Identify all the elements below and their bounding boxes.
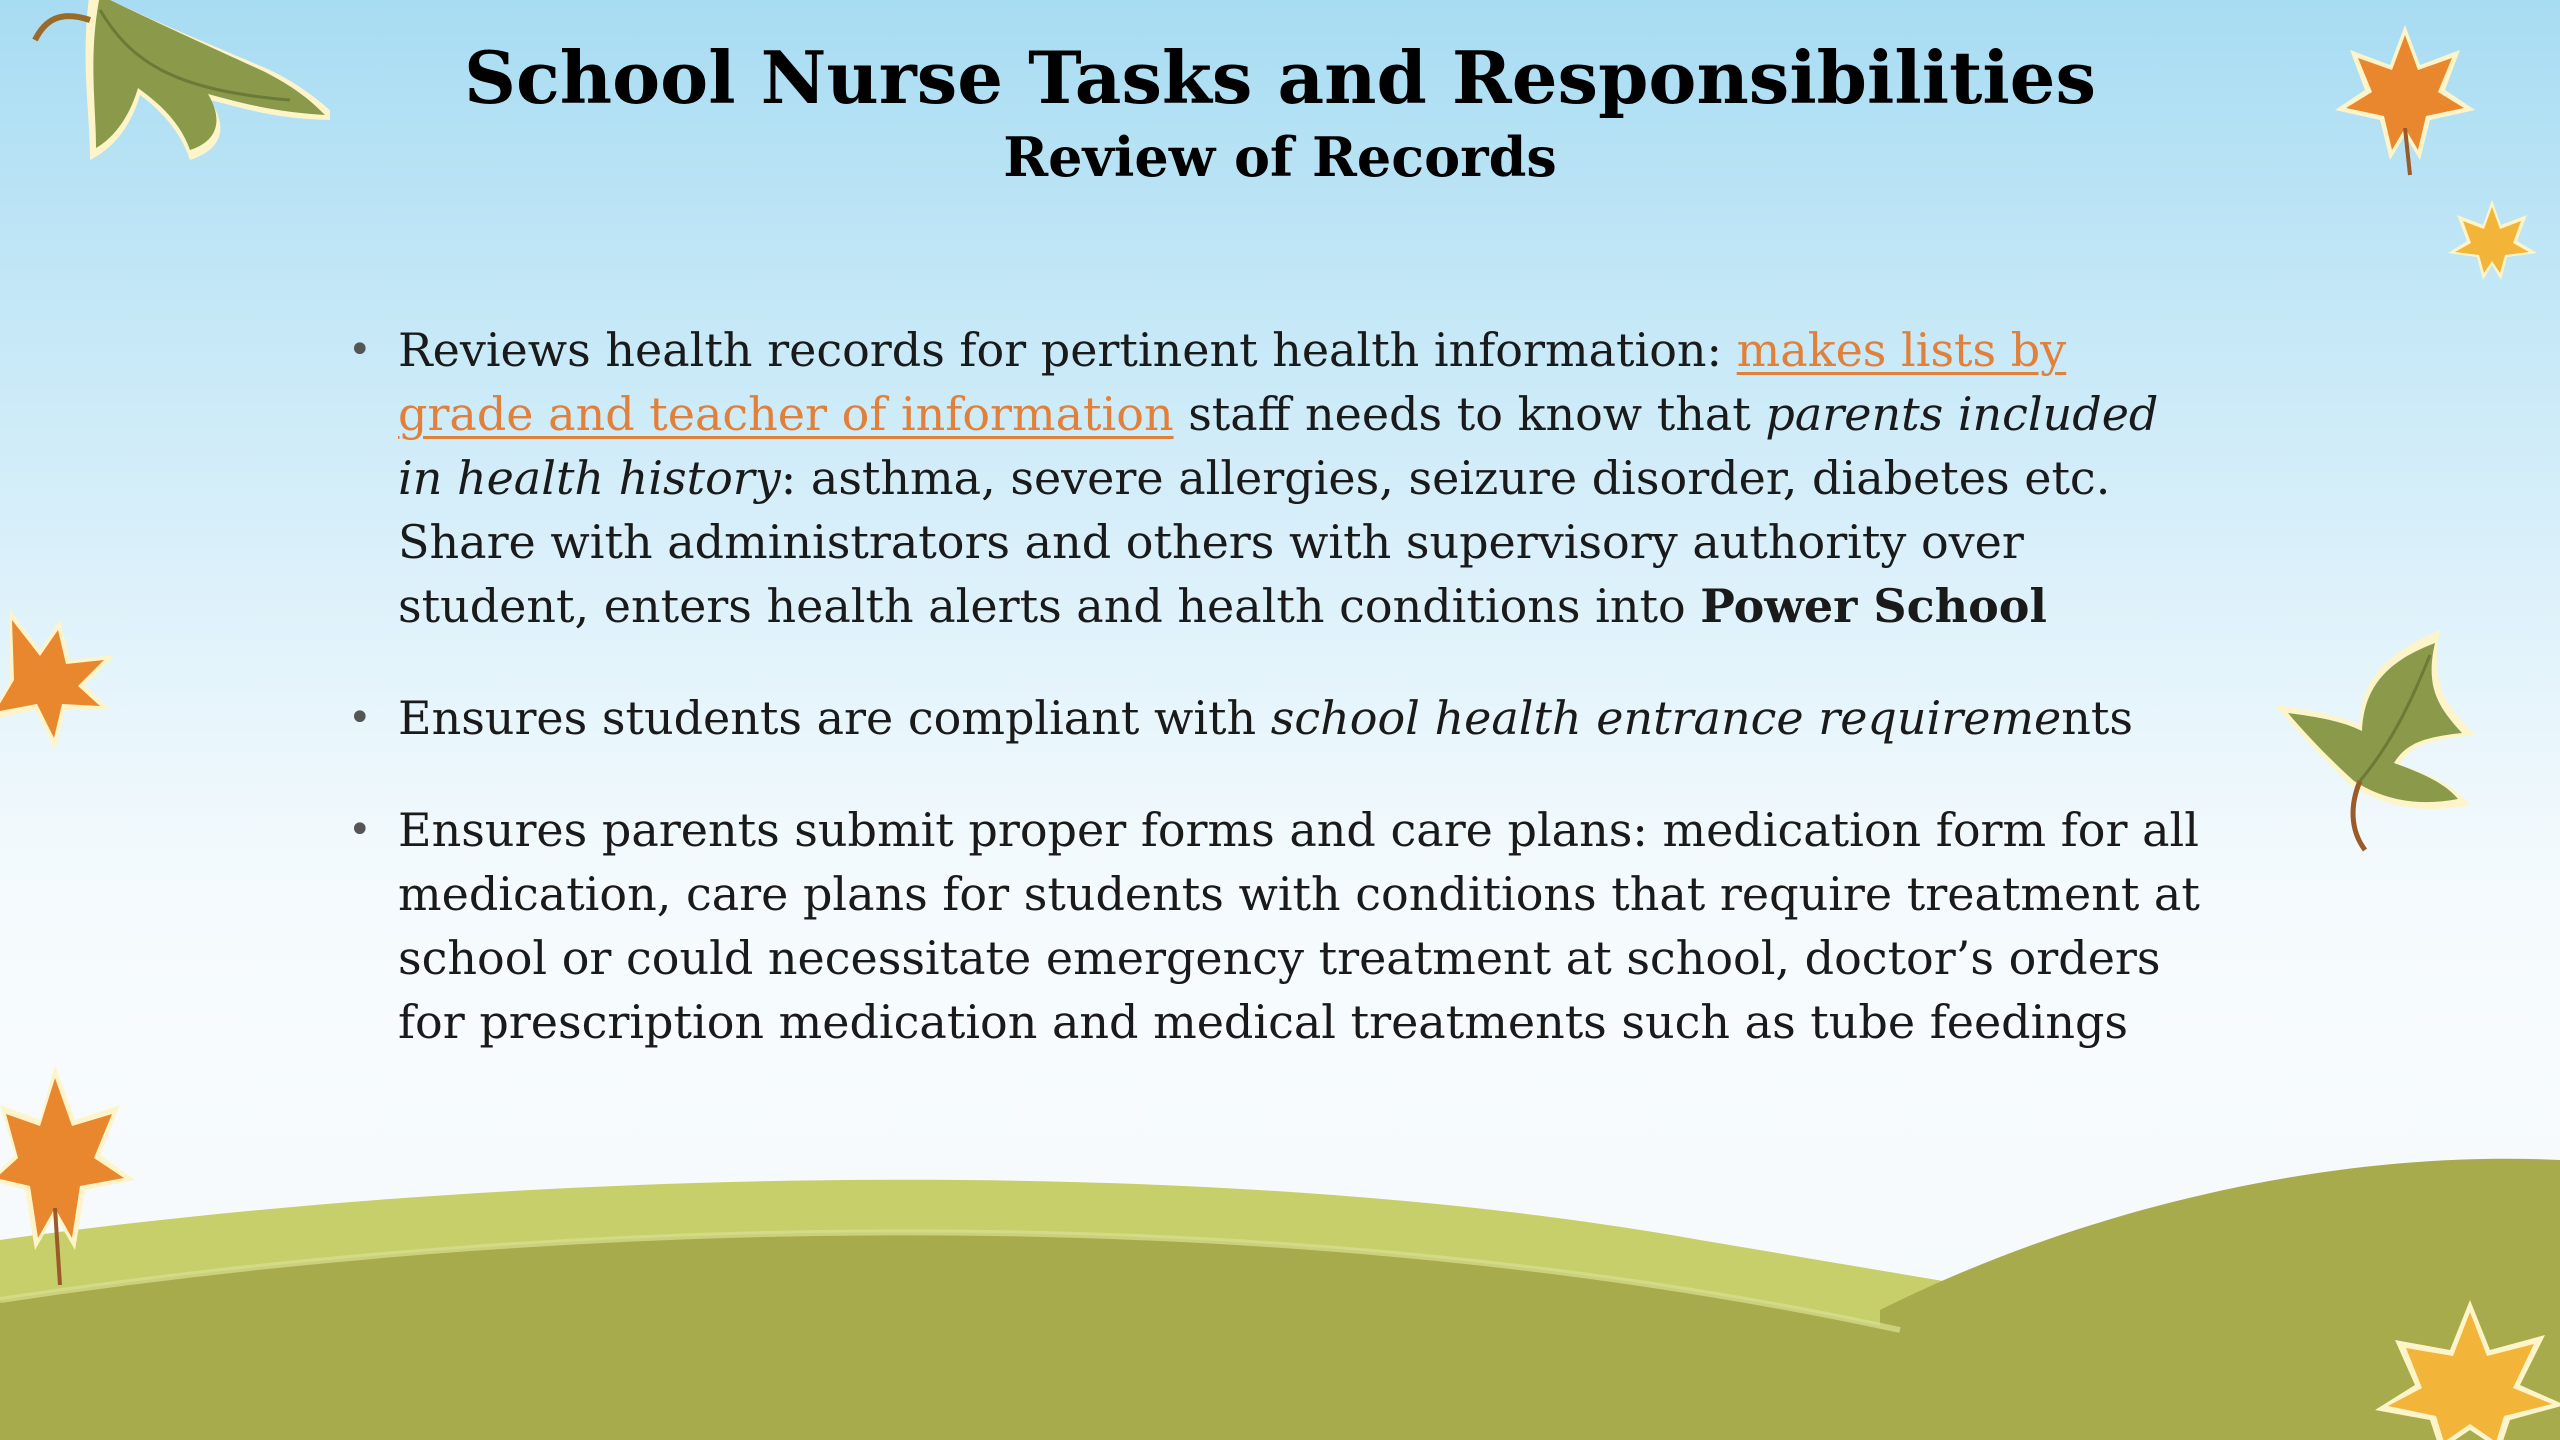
bullet-italic-text: school health entrance requireme xyxy=(1270,691,2062,745)
bullet-dot: • xyxy=(348,695,372,741)
bullet-text: : asthma, severe allergies, seizure disorder, diabetes etc. Share with administrators and others with supervisory authority over student, enters health alerts and health conditions into xyxy=(398,451,2111,633)
bullet-italic-text: parents included in health history xyxy=(398,387,2159,505)
bullet-dot: • xyxy=(348,807,372,853)
slide-title: School Nurse Tasks and Responsibilities xyxy=(463,35,2097,120)
bullet-dot: • xyxy=(348,327,372,373)
green-leaf-icon xyxy=(2270,625,2480,865)
bullet-list xyxy=(342,318,2202,1102)
grade-teacher-lists-link[interactable]: makes lists by grade and teacher of information xyxy=(398,323,2067,441)
bullet-bold-text: Power School xyxy=(1700,579,2047,633)
maple-leaf-icon xyxy=(0,1060,140,1290)
bullet-text: staff needs to know that xyxy=(1173,387,1766,441)
bullet-text: nts xyxy=(2061,691,2133,745)
bullet-item xyxy=(342,318,2202,638)
bullet-item xyxy=(342,798,2202,1054)
bullet-text: Reviews health records for pertinent health information: xyxy=(398,323,1737,377)
bullet-text: Ensures parents submit proper forms and care plans: medication form for all medication, care plans for students with conditions that require treatment at school or could necessitate emergency treatment at school, doctor’s orders for prescription medication and medical treatments such as tube feedings xyxy=(398,803,2200,1049)
slide-subtitle: Review of Records xyxy=(1003,125,1557,189)
maple-leaf-icon xyxy=(2445,195,2540,285)
maple-leaf-icon xyxy=(0,600,130,760)
bullet-text: Ensures students are compliant with xyxy=(398,691,1271,745)
bullet-item xyxy=(342,686,2202,750)
maple-leaf-icon xyxy=(2370,1300,2560,1440)
